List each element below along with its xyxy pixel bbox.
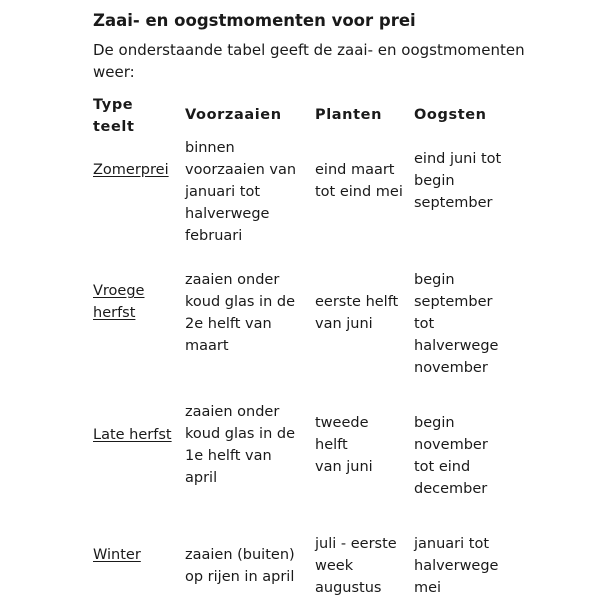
cell-planten: juli - eerste week augustus xyxy=(315,536,397,596)
header-planten: Planten xyxy=(315,107,382,123)
header-type-teelt: Type teelt xyxy=(93,97,135,135)
cell-planten: tweede helft van juni xyxy=(315,415,373,475)
cell-planten: eind maart tot eind mei xyxy=(315,162,403,200)
type-link-zomerprei[interactable]: Zomerprei xyxy=(93,162,169,178)
cell-oogsten: januari tot halverwege mei xyxy=(414,536,499,596)
cell-voorzaaien: binnen voorzaaien van januari tot halverwege februari xyxy=(185,140,297,244)
cell-oogsten: begin november tot eind december xyxy=(414,415,488,497)
cell-oogsten: eind juni tot begin september xyxy=(414,151,502,211)
header-voorzaaien: Voorzaaien xyxy=(185,107,282,123)
header-oogsten: Oogsten xyxy=(414,107,487,123)
section-title: Zaai- en oogstmomenten voor prei xyxy=(93,11,416,30)
cell-voorzaaien: zaaien onder koud glas in de 2e helft van maart xyxy=(185,272,295,354)
cell-oogsten: begin september tot halverwege november xyxy=(414,272,499,376)
cell-voorzaaien: zaaien onder koud glas in de 1e helft van april xyxy=(185,404,295,486)
type-link-late-herfst[interactable]: Late herfst xyxy=(93,427,172,443)
cell-planten: eerste helft van juni xyxy=(315,294,399,332)
type-link-winter[interactable]: Winter xyxy=(93,547,141,563)
cell-voorzaaien: zaaien (buiten) op rijen in april xyxy=(185,547,295,585)
type-link-vroege-herfst[interactable]: Vroege herfst xyxy=(93,283,145,321)
intro-paragraph: De onderstaande tabel geeft de zaai- en oogstmomenten weer: xyxy=(93,41,525,81)
